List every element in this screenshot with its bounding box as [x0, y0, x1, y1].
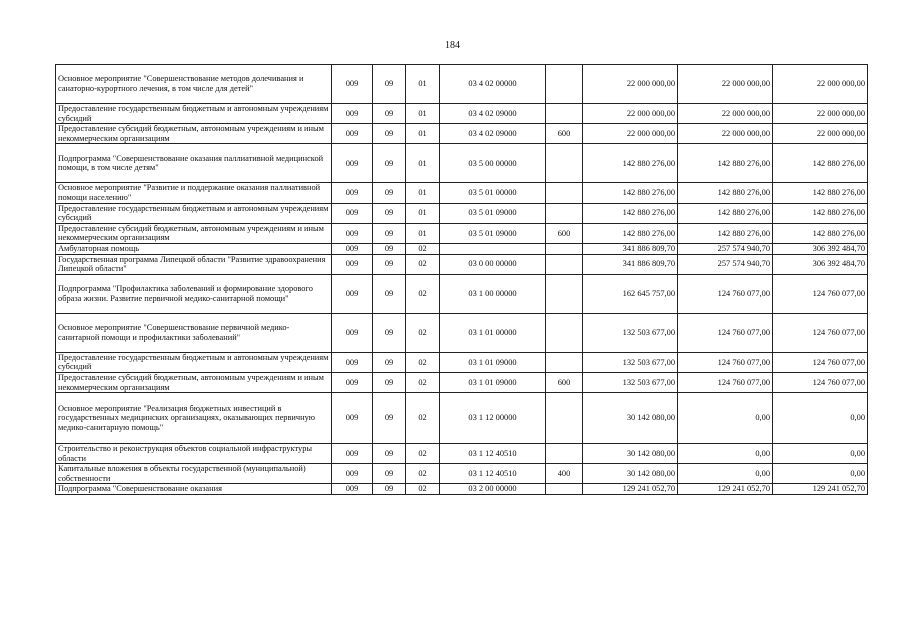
table-row: [56, 254, 868, 274]
row-name: Основное мероприятие "Совершенствование методов долечивания и санаторно-курортного лечения, в том числе для детей": [56, 65, 332, 104]
row-ved-code: 009: [332, 444, 373, 464]
row-amount-3: 142 880 276,00: [773, 203, 868, 223]
row-target-article: 03 1 01 09000: [440, 352, 546, 372]
row-expense-type: 600: [546, 223, 583, 243]
row-subsection: 02: [406, 444, 440, 464]
row-target-article: 03 1 01 09000: [440, 372, 546, 392]
row-amount-3: 22 000 000,00: [773, 104, 868, 124]
row-amount-2: 0,00: [678, 393, 773, 444]
row-amount-3: 306 392 484,70: [773, 254, 868, 274]
row-section: 09: [373, 444, 406, 464]
row-subsection: 02: [406, 274, 440, 313]
row-section: 09: [373, 274, 406, 313]
table-row: [56, 243, 868, 254]
row-ved-code: 009: [332, 393, 373, 444]
row-amount-1: 142 880 276,00: [583, 144, 678, 183]
row-amount-1: 129 241 052,70: [583, 484, 678, 495]
table-body: [56, 65, 868, 495]
row-name: Подпрограмма "Профилактика заболеваний и формирование здорового образа жизни. Развитие первичной медико-санитарной помощи": [56, 274, 332, 313]
row-section: 09: [373, 254, 406, 274]
row-subsection: 02: [406, 313, 440, 352]
row-section: 09: [373, 183, 406, 203]
row-ved-code: 009: [332, 484, 373, 495]
row-amount-2: 257 574 940,70: [678, 254, 773, 274]
row-subsection: 02: [406, 243, 440, 254]
row-subsection: 02: [406, 254, 440, 274]
row-ved-code: 009: [332, 274, 373, 313]
row-expense-type: [546, 444, 583, 464]
table-row: [56, 223, 868, 243]
row-amount-3: 142 880 276,00: [773, 144, 868, 183]
table-row: [56, 65, 868, 104]
row-amount-3: 0,00: [773, 393, 868, 444]
row-amount-2: 142 880 276,00: [678, 223, 773, 243]
budget-table: [55, 64, 868, 495]
table-row: [56, 124, 868, 144]
row-target-article: [440, 243, 546, 254]
row-amount-1: 132 503 677,00: [583, 372, 678, 392]
row-name: Предоставление государственным бюджетным и автономным учреждениям субсидий: [56, 203, 332, 223]
row-amount-2: 142 880 276,00: [678, 183, 773, 203]
row-section: 09: [373, 124, 406, 144]
row-subsection: 01: [406, 183, 440, 203]
row-subsection: 02: [406, 393, 440, 444]
table-row: [56, 144, 868, 183]
table-row: [56, 203, 868, 223]
row-expense-type: [546, 65, 583, 104]
row-amount-3: 22 000 000,00: [773, 65, 868, 104]
row-target-article: 03 2 00 00000: [440, 484, 546, 495]
row-amount-3: 124 760 077,00: [773, 372, 868, 392]
row-subsection: 02: [406, 484, 440, 495]
row-section: 09: [373, 372, 406, 392]
table-row: [56, 444, 868, 464]
row-ved-code: 009: [332, 313, 373, 352]
row-amount-2: 0,00: [678, 444, 773, 464]
row-ved-code: 009: [332, 464, 373, 484]
row-subsection: 01: [406, 223, 440, 243]
row-expense-type: [546, 183, 583, 203]
row-section: 09: [373, 313, 406, 352]
row-amount-1: 30 142 080,00: [583, 393, 678, 444]
row-amount-2: 142 880 276,00: [678, 203, 773, 223]
row-name: Капитальные вложения в объекты государственной (муниципальной) собственности: [56, 464, 332, 484]
table-row: [56, 393, 868, 444]
row-amount-3: 0,00: [773, 444, 868, 464]
row-name: Предоставление государственным бюджетным и автономным учреждениям субсидий: [56, 352, 332, 372]
row-ved-code: 009: [332, 124, 373, 144]
row-subsection: 01: [406, 144, 440, 183]
row-name: Строительство и реконструкция объектов социальной инфраструктуры области: [56, 444, 332, 464]
row-subsection: 02: [406, 352, 440, 372]
row-ved-code: 009: [332, 352, 373, 372]
row-expense-type: [546, 352, 583, 372]
row-amount-3: 124 760 077,00: [773, 313, 868, 352]
row-name: Подпрограмма "Совершенствование оказания: [56, 484, 332, 495]
row-target-article: 03 4 02 00000: [440, 65, 546, 104]
row-expense-type: [546, 203, 583, 223]
row-amount-2: 124 760 077,00: [678, 372, 773, 392]
row-amount-1: 132 503 677,00: [583, 313, 678, 352]
row-amount-1: 132 503 677,00: [583, 352, 678, 372]
row-expense-type: [546, 104, 583, 124]
row-amount-2: 124 760 077,00: [678, 313, 773, 352]
row-expense-type: [546, 393, 583, 444]
row-target-article: 03 5 01 09000: [440, 223, 546, 243]
row-expense-type: [546, 274, 583, 313]
row-target-article: 03 4 02 09000: [440, 104, 546, 124]
row-amount-1: 22 000 000,00: [583, 104, 678, 124]
row-ved-code: 009: [332, 243, 373, 254]
row-section: 09: [373, 484, 406, 495]
row-amount-3: 22 000 000,00: [773, 124, 868, 144]
row-amount-1: 22 000 000,00: [583, 124, 678, 144]
row-target-article: 03 1 01 00000: [440, 313, 546, 352]
row-amount-2: 0,00: [678, 464, 773, 484]
row-ved-code: 009: [332, 254, 373, 274]
row-name: Подпрограмма "Совершенствование оказания паллиативной медицинской помощи, в том числе детям": [56, 144, 332, 183]
row-amount-2: 124 760 077,00: [678, 274, 773, 313]
row-amount-3: 142 880 276,00: [773, 183, 868, 203]
row-ved-code: 009: [332, 223, 373, 243]
row-section: 09: [373, 203, 406, 223]
row-subsection: 01: [406, 65, 440, 104]
row-name: Основное мероприятие "Совершенствование первичной медико-санитарной помощи и профилактики заболеваний": [56, 313, 332, 352]
row-ved-code: 009: [332, 65, 373, 104]
page-number: 184: [445, 40, 460, 51]
table-row: [56, 313, 868, 352]
row-ved-code: 009: [332, 144, 373, 183]
row-amount-1: 162 645 757,00: [583, 274, 678, 313]
row-subsection: 02: [406, 372, 440, 392]
row-amount-2: 257 574 940,70: [678, 243, 773, 254]
row-amount-2: 129 241 052,70: [678, 484, 773, 495]
row-section: 09: [373, 464, 406, 484]
row-expense-type: 600: [546, 124, 583, 144]
row-subsection: 01: [406, 203, 440, 223]
row-amount-2: 22 000 000,00: [678, 104, 773, 124]
row-target-article: 03 1 12 40510: [440, 464, 546, 484]
row-amount-1: 341 886 809,70: [583, 254, 678, 274]
row-section: 09: [373, 65, 406, 104]
row-expense-type: 400: [546, 464, 583, 484]
table-row: [56, 464, 868, 484]
row-section: 09: [373, 144, 406, 183]
row-amount-1: 22 000 000,00: [583, 65, 678, 104]
row-target-article: 03 5 01 00000: [440, 183, 546, 203]
row-expense-type: [546, 484, 583, 495]
row-target-article: 03 0 00 00000: [440, 254, 546, 274]
row-amount-3: 124 760 077,00: [773, 352, 868, 372]
row-section: 09: [373, 243, 406, 254]
row-section: 09: [373, 104, 406, 124]
row-amount-1: 142 880 276,00: [583, 223, 678, 243]
row-section: 09: [373, 393, 406, 444]
row-name: Предоставление субсидий бюджетным, автономным учреждениям и иным некоммерческим организациям: [56, 124, 332, 144]
row-amount-3: 142 880 276,00: [773, 223, 868, 243]
row-amount-2: 124 760 077,00: [678, 352, 773, 372]
row-amount-3: 124 760 077,00: [773, 274, 868, 313]
row-expense-type: 600: [546, 372, 583, 392]
row-ved-code: 009: [332, 183, 373, 203]
row-ved-code: 009: [332, 203, 373, 223]
table-row: [56, 274, 868, 313]
row-amount-3: 129 241 052,70: [773, 484, 868, 495]
row-name: Предоставление государственным бюджетным и автономным учреждениям субсидий: [56, 104, 332, 124]
row-section: 09: [373, 223, 406, 243]
row-target-article: 03 5 01 09000: [440, 203, 546, 223]
row-subsection: 01: [406, 124, 440, 144]
row-amount-2: 142 880 276,00: [678, 144, 773, 183]
row-expense-type: [546, 243, 583, 254]
row-section: 09: [373, 352, 406, 372]
row-amount-2: 22 000 000,00: [678, 124, 773, 144]
row-name: Основное мероприятие "Реализация бюджетных инвестиций в государственных медицинских организациях, оказывающих первичную медико-санитарную помощь": [56, 393, 332, 444]
row-target-article: 03 5 00 00000: [440, 144, 546, 183]
row-ved-code: 009: [332, 104, 373, 124]
row-subsection: 01: [406, 104, 440, 124]
row-expense-type: [546, 313, 583, 352]
row-name: Предоставление субсидий бюджетным, автономным учреждениям и иным некоммерческим организациям: [56, 223, 332, 243]
table-row: [56, 352, 868, 372]
table-row: [56, 183, 868, 203]
row-amount-2: 22 000 000,00: [678, 65, 773, 104]
row-amount-1: 142 880 276,00: [583, 183, 678, 203]
row-amount-1: 142 880 276,00: [583, 203, 678, 223]
row-name: Амбулаторная помощь: [56, 243, 332, 254]
row-subsection: 02: [406, 464, 440, 484]
row-amount-1: 341 886 809,70: [583, 243, 678, 254]
row-amount-1: 30 142 080,00: [583, 464, 678, 484]
row-target-article: 03 1 12 00000: [440, 393, 546, 444]
row-amount-1: 30 142 080,00: [583, 444, 678, 464]
row-amount-3: 306 392 484,70: [773, 243, 868, 254]
row-target-article: 03 1 12 40510: [440, 444, 546, 464]
row-name: Предоставление субсидий бюджетным, автономным учреждениям и иным некоммерческим организациям: [56, 372, 332, 392]
row-expense-type: [546, 144, 583, 183]
table-row: [56, 484, 868, 495]
table-row: [56, 104, 868, 124]
row-target-article: 03 1 00 00000: [440, 274, 546, 313]
row-name: Государственная программа Липецкой области "Развитие здравоохранения Липецкой области": [56, 254, 332, 274]
row-target-article: 03 4 02 09000: [440, 124, 546, 144]
table-row: [56, 372, 868, 392]
row-ved-code: 009: [332, 372, 373, 392]
row-amount-3: 0,00: [773, 464, 868, 484]
row-expense-type: [546, 254, 583, 274]
row-name: Основное мероприятие "Развитие и поддержание оказания паллиативной помощи населению": [56, 183, 332, 203]
